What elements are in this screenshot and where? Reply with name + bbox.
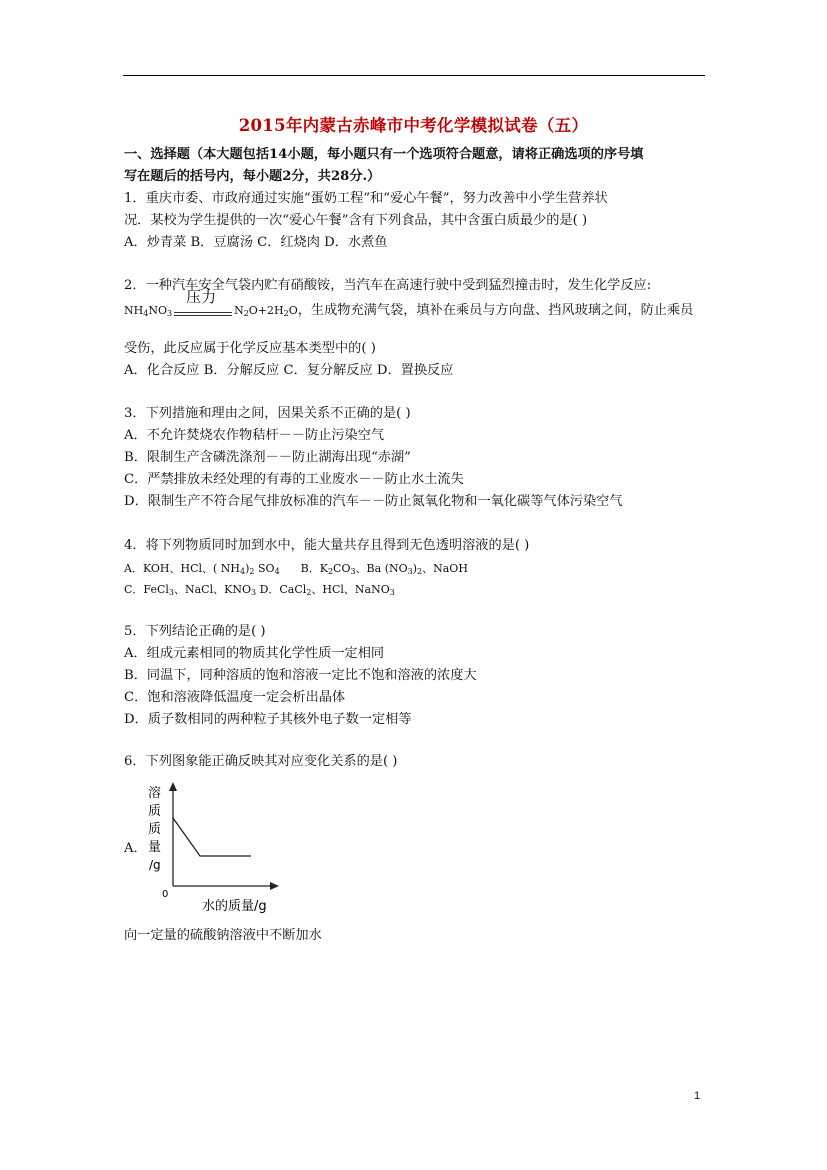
page-title: 2015年内蒙古赤峰市中考化学模拟试卷（五） xyxy=(238,116,589,135)
q3-stem: 3．下列措施和理由之间，因果关系不正确的是( ) xyxy=(124,406,411,421)
q4-stem: 4．将下列物质同时加到水中，能大量共存且得到无色透明溶液的是( ) xyxy=(124,538,530,553)
q2-line1: 2．一种汽车安全气袋内贮有硝酸铵，当汽车在高速行驶中受到猛烈撞击时，发生化学反应: xyxy=(124,278,652,293)
y-label-4: 量 xyxy=(148,840,162,855)
q3-option-a: A．不允许焚烧农作物秸杆－－防止污染空气 xyxy=(124,428,385,443)
y-label-2: 质 xyxy=(148,804,162,819)
q5-option-c: C．饱和溶液降低温度一定会析出晶体 xyxy=(124,690,346,705)
page-number: 1 xyxy=(694,1090,701,1102)
x-axis-label: 水的质量/g xyxy=(202,899,267,914)
y-label-1: 溶 xyxy=(148,786,162,801)
reaction-arrow xyxy=(172,288,234,320)
origin-label: 0 xyxy=(162,889,169,900)
section-heading-line1: 一、选择题（本大题包括14小题，每小题只有一个选项符合题意，请将正确选项的序号填 xyxy=(124,147,644,162)
q1-line1: 1．重庆市委、市政府通过实施“蛋奶工程”和“爱心午餐”，努力改善中小学生营养状 xyxy=(124,191,608,206)
q1-options: A．炒青菜 B．豆腐汤 C．红烧肉 D．水煮鱼 xyxy=(124,235,388,250)
q6-stem: 6．下列图象能正确反映其对应变化关系的是( ) xyxy=(124,754,398,769)
q5-option-b: B．同温下，同种溶质的饱和溶液一定比不饱和溶液的浓度大 xyxy=(124,668,477,683)
y-label-3: 质 xyxy=(148,822,162,837)
q6-option-a-label: A． xyxy=(124,841,147,856)
q3-option-c: C．严禁排放未经处理的有毒的工业废水－－防止水土流失 xyxy=(124,472,464,487)
section-heading-line2: 写在题后的括号内，每小题2分，共28分.） xyxy=(124,169,381,184)
q6-graph-a xyxy=(140,782,290,917)
q3-option-b: B．限制生产含磷洗涤剂－－防止湖海出现“赤湖” xyxy=(124,450,411,465)
q5-stem: 5．下列结论正确的是( ) xyxy=(124,624,266,639)
q3-option-d: D．限制生产不符合尾气排放标准的汽车－－防止氮氧化物和一氧化碳等气体污染空气 xyxy=(124,494,623,509)
q6-caption: 向一定量的硫酸钠溶液中不断加水 xyxy=(124,928,322,943)
reaction-condition: 压力 xyxy=(186,288,217,306)
q2-equation-line xyxy=(124,288,694,323)
q4-options-cd: C．FeCl$_3$、NaCl、$KNO_3$ D．CaCl$_2$、HCl、NaNO$_3$ xyxy=(124,583,395,597)
q2-options: A．化合反应 B．分解反应 C．复分解反应 D．置换反应 xyxy=(124,363,454,378)
q5-option-d: D．质子数相同的两种粒子其核外电子数一定相等 xyxy=(124,712,412,727)
q2-line3: 受伤，此反应属于化学反应基本类型中的( ) xyxy=(124,341,376,356)
q2-line2-rest: ，生成物充满气袋，填补在乘员与方向盘、挡风玻璃之间，防止乘员 xyxy=(297,303,694,318)
q2-reactant: $NH_4NO_3$ xyxy=(124,304,173,318)
q2-products: $N_2O+2H_2O$ xyxy=(234,304,298,318)
y-label-5: /g xyxy=(149,858,161,872)
header-rule xyxy=(123,75,705,76)
q5-option-a: A．组成元素相同的物质其化学性质一定相同 xyxy=(124,646,385,661)
q1-line2: 况．某校为学生提供的一次“爱心午餐”含有下列食品，其中含蛋白质最少的是( ) xyxy=(124,213,588,228)
q4-options-ab: A．KOH、HCl、( $NH_4)_2$ $SO_4$ B．$K_2CO_3$、Ba $(NO_3)_2$、NaOH xyxy=(124,562,468,576)
